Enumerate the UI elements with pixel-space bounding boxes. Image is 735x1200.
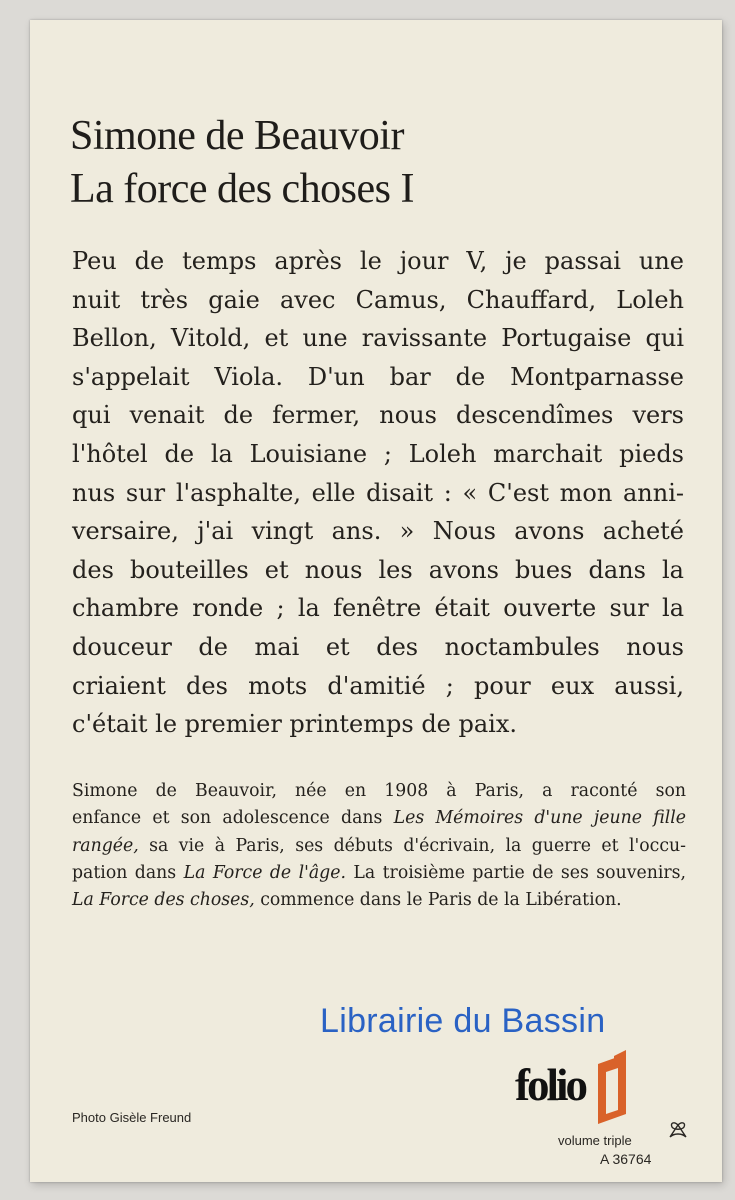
volume-label: volume triple: [558, 1133, 632, 1148]
blurb-line: nuit très gaie avec Camus, Chauffard, Loleh: [72, 285, 684, 314]
knot-icon: [666, 1117, 690, 1141]
blurb-line: Bellon, Vitold, et une ravissante Portugaise qui: [72, 324, 684, 353]
bio-text: Simone de Beauvoir, née en 1908 à Paris, a raconté son: [72, 781, 686, 801]
blurb-line: chambre ronde ; la fenêtre était ouverte sur la: [72, 594, 684, 623]
bio-book-title: Les Mémoires d'une jeune fille: [393, 808, 687, 829]
bio-line: [72, 860, 686, 887]
blurb-line: qui venait de fermer, nous descendîmes vers: [72, 401, 684, 430]
bio-line: [72, 833, 686, 860]
blurb-line: douceur de mai et des noctambules nous: [72, 632, 684, 661]
blurb-line: des bouteilles et nous les avons bues dans la: [72, 555, 684, 584]
bio-text: pation dans: [72, 862, 184, 883]
blurb-line: l'hôtel de la Louisiane ; Loleh marchait pieds: [72, 439, 684, 468]
bio-line: [72, 778, 686, 805]
bio-text: commence dans le Paris de la Libération.: [254, 890, 622, 911]
bio-text: enfance et son adolescence dans: [72, 808, 394, 829]
bio-text: sa vie à Paris, ses débuts d'écrivain, la guerre et l'occu-: [138, 835, 686, 856]
bio-book-title: La Force de l'âge.: [183, 862, 346, 883]
bookseller-watermark: Librairie du Bassin: [320, 1002, 606, 1040]
bio-line: [72, 887, 686, 914]
author-name: Simone de Beauvoir: [70, 113, 404, 159]
blurb-line: Peu de temps après le jour V, je passai une: [72, 247, 684, 275]
bio-text: La troisième partie de ses souvenirs,: [345, 862, 686, 883]
catalog-code: A 36764: [600, 1151, 652, 1167]
blurb-line: nus sur l'asphalte, elle disait : « C'est mon anni-: [72, 478, 684, 507]
blurb-line: c'était le premier printemps de paix.: [72, 710, 518, 739]
author-bio: [72, 778, 686, 914]
bio-book-title: rangée,: [72, 835, 139, 856]
bio-line: [72, 805, 686, 832]
blurb-text: [72, 242, 684, 744]
publisher-name: folio: [515, 1060, 585, 1110]
blurb-line: s'appelait Viola. D'un bar de Montparnasse: [72, 362, 684, 391]
blurb-line: versaire, j'ai vingt ans. » Nous avons acheté: [72, 517, 684, 546]
blurb-line: criaient des mots d'amitié ; pour eux aussi,: [72, 671, 684, 700]
book-title: La force des choses I: [70, 166, 414, 212]
folio-logo-icon: [592, 1050, 652, 1126]
bio-book-title: La Force des choses,: [72, 890, 255, 911]
photo-credit: Photo Gisèle Freund: [72, 1110, 192, 1125]
